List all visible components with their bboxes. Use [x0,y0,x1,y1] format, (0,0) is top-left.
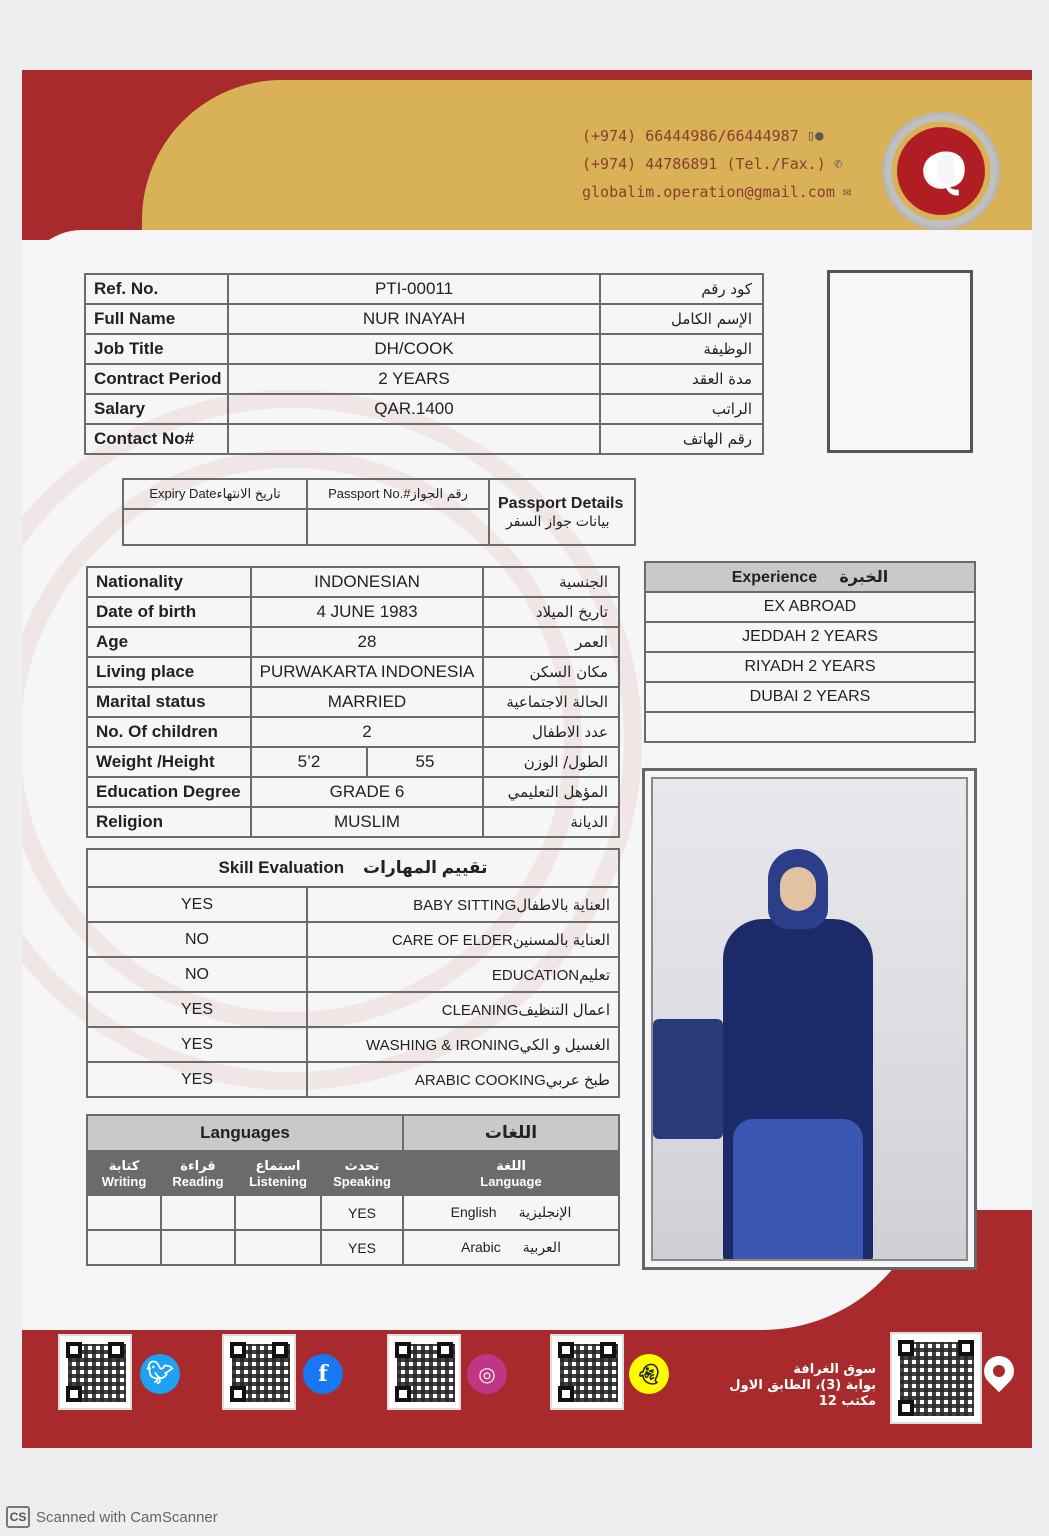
basic-info-table [84,273,764,455]
experience-table [644,561,976,743]
skill-row [87,957,619,992]
skill-name: ARABIC COOKINGطبخ عربي [307,1062,619,1097]
phone-tel: (+974) 44786891 (Tel./Fax.) [582,155,826,173]
camscanner-watermark [6,1506,218,1528]
language-reading [161,1195,235,1230]
instagram-icon[interactable]: ◎ [467,1354,507,1394]
camscanner-logo-icon: CS [6,1506,30,1528]
field-value: INDONESIAN [251,567,483,597]
field-label-ar: الديانة [483,807,619,837]
qr-code-instagram[interactable] [387,1334,461,1410]
personal-row [87,567,619,597]
passport-table [122,478,636,546]
field-value: 4 JUNE 1983 [251,597,483,627]
language-name-ar: الإنجليزية [518,1204,572,1220]
field-label: Ref. No. [85,274,228,304]
col-listening: استماع Listening [235,1151,321,1195]
personal-row [87,717,619,747]
skill-name: EDUCATIONتعليم [307,957,619,992]
personal-row [87,777,619,807]
experience-value: RIYADH 2 YEARS [645,652,975,682]
field-label: Full Name [85,304,228,334]
skills-header: Skill Evaluation تقييم المهارات [87,849,619,887]
language-speaking: YES [321,1230,403,1265]
language-row [87,1230,619,1265]
personal-row [87,627,619,657]
field-value: PTI-00011 [228,274,600,304]
qr-code-facebook[interactable] [222,1334,296,1410]
field-label-ar: كود رقم [600,274,763,304]
field-label: Contact No# [85,424,228,454]
skill-name: WASHING & IRONINGالغسيل و الكي [307,1027,619,1062]
email: globalim.operation@gmail.com [582,183,835,201]
field-label-ar: مدة العقد [600,364,763,394]
expiry-date-value [123,509,307,545]
personal-row [87,657,619,687]
field-label-ar: الراتب [600,394,763,424]
basic-info-row [85,304,763,334]
experience-row [645,652,975,682]
language-reading [161,1230,235,1265]
personal-row [87,807,619,837]
company-logo: Q [882,112,1000,230]
language-writing [87,1195,161,1230]
skill-answer: YES [87,887,307,922]
col-reading: قراءة Reading [161,1151,235,1195]
languages-table [86,1114,620,1266]
passport-title-cell [489,479,635,545]
basic-info-row [85,394,763,424]
experience-row [645,622,975,652]
experience-value: EX ABROAD [645,592,975,622]
skill-answer: YES [87,1062,307,1097]
language-listening [235,1230,321,1265]
camscanner-text: Scanned with CamScanner [36,1508,218,1526]
phone-icon: ✆ [833,156,843,172]
personal-details-table [86,566,620,838]
language-listening [235,1195,321,1230]
field-label: Nationality [87,567,251,597]
basic-info-row [85,274,763,304]
passport-no-label: Passport No.#رقم الجواز [307,479,489,509]
field-label: Education Degree [87,777,251,807]
field-label-ar: الجنسية [483,567,619,597]
basic-info-row [85,424,763,454]
field-label-ar: عدد الاطفال [483,717,619,747]
skill-answer: NO [87,957,307,992]
weight-height-row [87,747,619,777]
basic-info-row [85,364,763,394]
field-label-ar: المؤهل التعليمي [483,777,619,807]
skill-row [87,992,619,1027]
mail-icon: ✉ [842,184,852,200]
field-label: Weight /Height [87,747,251,777]
weight-value: 55 [367,747,483,777]
languages-title-ar: اللغات [403,1115,619,1151]
field-label: Date of birth [87,597,251,627]
field-label: Marital status [87,687,251,717]
skill-name: CLEANINGاعمال التنظيف [307,992,619,1027]
skill-row [87,887,619,922]
candidate-photo [651,777,968,1261]
passport-title-ar: بيانات جواز السفر [506,512,610,529]
field-label: Age [87,627,251,657]
qr-code-location[interactable] [890,1332,982,1424]
snapchat-icon[interactable]: 👻︎ [629,1354,669,1394]
field-label: Job Title [85,334,228,364]
basic-info-row [85,334,763,364]
field-value [228,424,600,454]
skill-answer: YES [87,992,307,1027]
field-label-ar: الطول/ الوزن [483,747,619,777]
skill-row [87,922,619,957]
passport-title: Passport Details [498,494,624,512]
field-label-ar: الإسم الكامل [600,304,763,334]
candidate-photo-frame [642,768,977,1270]
field-label-ar: رقم الهاتف [600,424,763,454]
experience-header: Experience الخبرة [645,562,975,592]
field-label: Salary [85,394,228,424]
skill-row [87,1062,619,1097]
height-value: 5’2 [251,747,367,777]
skill-evaluation-table [86,848,620,1098]
field-label-ar: مكان السكن [483,657,619,687]
field-value: GRADE 6 [251,777,483,807]
field-value: 2 [251,717,483,747]
skill-row [87,1027,619,1062]
skill-answer: YES [87,1027,307,1062]
twitter-icon[interactable]: 🐦︎ [140,1354,180,1394]
language-name-cell [403,1195,619,1230]
language-name: English [450,1204,497,1220]
facebook-icon[interactable]: f [303,1354,343,1394]
contact-block [582,122,851,206]
field-value: MUSLIM [251,807,483,837]
language-speaking: YES [321,1195,403,1230]
whatsapp-icon: ▯● [806,128,824,144]
field-value: 2 YEARS [228,364,600,394]
skill-name: CARE OF ELDERالعناية بالمسنين [307,922,619,957]
passport-no-value [307,509,489,545]
experience-row [645,592,975,622]
office-address: سوق الغرافة بوابة (3)، الطابق الاول مكتب 12 [729,1362,876,1409]
personal-row [87,687,619,717]
language-writing [87,1230,161,1265]
field-value: DH/COOK [228,334,600,364]
field-value: QAR.1400 [228,394,600,424]
field-label-ar: الحالة الاجتماعية [483,687,619,717]
field-value: PURWAKARTA INDONESIA [251,657,483,687]
field-value: MARRIED [251,687,483,717]
experience-row [645,682,975,712]
field-value: NUR INAYAH [228,304,600,334]
language-name: Arabic [461,1239,501,1255]
skill-name: BABY SITTINGالعناية بالاطفال [307,887,619,922]
cv-sheet [22,70,1032,1448]
field-label-ar: الوظيفة [600,334,763,364]
language-name-cell [403,1230,619,1265]
skill-answer: NO [87,922,307,957]
phone-mobile: (+974) 66444986/66444987 [582,127,799,145]
field-label-ar: تاريخ الميلاد [483,597,619,627]
photo-placeholder [827,270,973,453]
experience-value: JEDDAH 2 YEARS [645,622,975,652]
experience-row [645,712,975,742]
field-label: No. Of children [87,717,251,747]
experience-value: DUBAI 2 YEARS [645,682,975,712]
col-writing: كتابة Writing [87,1151,161,1195]
field-label: Religion [87,807,251,837]
language-row [87,1195,619,1230]
field-label: Contract Period [85,364,228,394]
col-language: اللغة Language [403,1151,619,1195]
field-label-ar: العمر [483,627,619,657]
col-speaking: تحدث Speaking [321,1151,403,1195]
languages-title: Languages [87,1115,403,1151]
expiry-date-label: Expiry Dateتاريخ الانتهاء [123,479,307,509]
language-name-ar: العربية [522,1239,561,1255]
field-value: 28 [251,627,483,657]
qr-code-snapchat[interactable] [550,1334,624,1410]
field-label: Living place [87,657,251,687]
personal-row [87,597,619,627]
experience-value [645,712,975,742]
qr-code-twitter[interactable] [58,1334,132,1410]
